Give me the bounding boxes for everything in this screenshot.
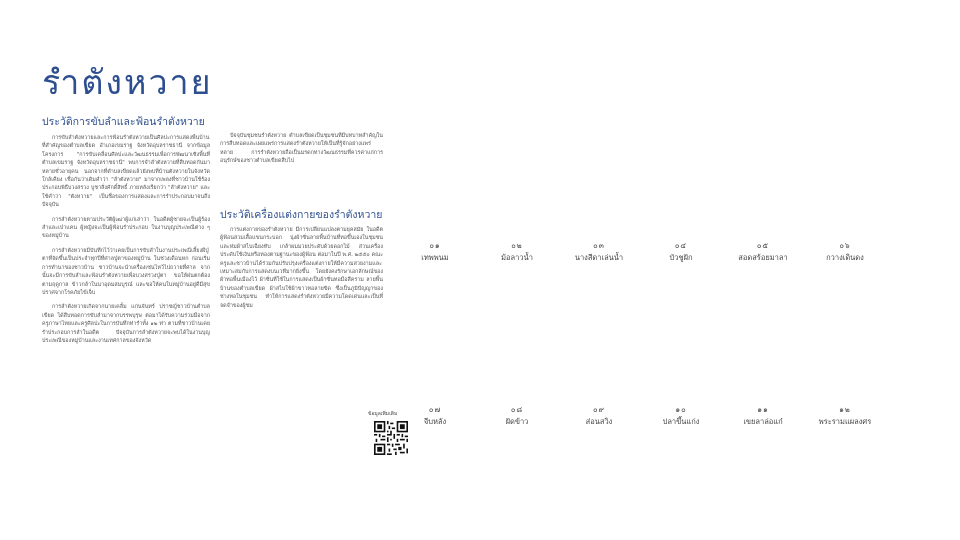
pose-number: ๐๘ xyxy=(510,405,524,414)
dancer-figure xyxy=(559,119,639,231)
history-paragraph: การลำตังหวายตามประวัติผู้เฒ่าผู้แก่เล่าว่า ในอดีตผู้ชายจะเป็นผู้ร้องลำและเป่าแคน ผู้หญิงจะเป็นผู้ฟ้อนรำประกอบ ในงานบุญประเพณีต่าง ๆ ของหมู่บ้าน xyxy=(42,216,210,240)
dancer-figure xyxy=(477,292,557,404)
pose-number: ๐๗ xyxy=(428,405,442,414)
intro-paragraph: ปัจจุบันชุมชนรำตังหวาย ตำบลเขียดเป็นชุมชนที่มีบทบาทสำคัญในการสืบทอดและเผยแพร่การแสดงรำตังหวายให้เป็นที่รู้จักอย่างแพร่หลาย การรำตังหวายถือเป็นมรดกทางวัฒนธรรมที่ควรค่าแก่การอนุรักษ์ของชาวตำบลเขียดสืบไป xyxy=(220,133,383,165)
dancer-figure xyxy=(641,119,721,231)
dancer-figure xyxy=(805,292,885,404)
history-paragraph: การขับลำตังหวายและการฟ้อนรำตังหวายเป็นศิลปะการแสดงพื้นบ้านที่สำคัญของตำบลเขียด อำเภอเขมราฐ จังหวัดอุบลราชธานี จากข้อมูลโครงการ "การขับเคลื่อนศิลปะและวัฒนธรรมเพื่อการพัฒนาเชิงพื้นที่ ตำบลเขมราฐ จังหวัดอุบลราชธานี" พบการจำลำตังหวายที่สืบทอดกันมาหลายชั่วอายุคน นอกจากที่ตำบลเขียดแล้วยังพบที่บ้านตังหวายในจังหวัดใกล้เคียง เชื่อกันว่าเดิมคำว่า "ลำตังหวาย" มาจากเพลงที่ชาวบ้านใช้ร้องประกอบพิธีบวงสรวง บูชาสิ่งศักดิ์สิทธิ์ ภายหลังเรียกว่า "ลำตังหวาย" และใช้คำว่า "ตังหวาย" เป็นชื่อของการแสดงและการรำประกอบมาจนถึงปัจจุบัน xyxy=(42,135,210,209)
history-paragraph: การลำตังหวายมีบันทึกไว้ว่าเคยเป็นการขับลำในงานประเพณีเลี้ยงผีปู่ตาที่จัดขึ้นเป็นประจำทุกปีที่ศาลปู่ตาของหมู่บ้าน ในช่วงเดือนหก ก่อนเริ่มการทำนาของชาวบ้าน ชาวบ้านจะนำเครื่องเซ่นไหว้ไปถวายที่ศาล จากนั้นจะมีการขับลำและฟ้อนรำตังหวายเพื่อบวงสรวงปู่ตา ขอให้ฝนตกต้องตามฤดูกาล ข้าวกล้าในนาอุดมสมบูรณ์ และขอให้คนในหมู่บ้านอยู่ดีมีสุข ปราศจากโรคภัยไข้เจ็บ xyxy=(42,247,210,296)
pose-name: เขยลาล่อแก๋ xyxy=(743,417,783,426)
pose-number: ๐๙ xyxy=(592,405,606,414)
pose-number: ๑๐ xyxy=(675,405,687,414)
history-paragraph: การลำตังหวายเกิดจากนายเคลิ้ม แก่นจันทร์ ปราชญ์ชาวบ้านตำบลเขียด ได้สืบทอดการขับลำมาจากบรรพบุรุษ ต่อมาได้รับความร่วมมือจากครูภาษาไทยและครูศิลปะในการบันทึกท่ารำทั้ง ๑๒ ท่า ตามที่ชาวบ้านเคยรำประกอบการลำในอดีต ปัจจุบันการลำตังหวายจะพบได้ในงานบุญประเพณีของหมู่บ้านและงานเทศกาลของจังหวัด xyxy=(42,304,210,344)
pose-name: ม้อลาวน้ำ xyxy=(501,253,533,262)
dancer-figure xyxy=(723,292,803,404)
costume-paragraph: การแต่งกายของรำตังหวาย มีการเปลี่ยนแปลงตามยุคสมัย ในอดีตผู้ฟ้อนสวมเสื้อแขนกระบอก นุ่งผ้าซิ่นลายพื้นบ้านที่ทอขึ้นเองในชุมชน และห่มผ้าสไบเฉียงทับ เกล้าผมมวยประดับด้วยดอกไม้ ส่วนเครื่องประดับใช้เงินหรือทองตามฐานะของผู้ฟ้อน ต่อมาในปี พ.ศ. ๒๕๕๐ คณะครูและชาวบ้านได้ร่วมกันปรับปรุงเครื่องแต่งกายให้มีความสวยงามและเหมาะสมกับการแสดงบนเวทีมากยิ่งขึ้น โดยยังคงรักษาเอกลักษณ์ของผ้าทอพื้นเมืองไว้ ผ้าซิ่นที่ใช้ในการแสดงเป็นผ้าซิ่นทอมือสีคราม ลายพื้นบ้านของตำบลเขียด ผ้าสไบใช้ผ้าขาวทอลายขิด ซึ่งเป็นภูมิปัญญาของช่างทอในชุมชน ทำให้การแสดงรำตังหวายมีความโดดเด่นและเป็นที่จดจำของผู้ชม xyxy=(220,227,383,309)
pose-number: ๐๔ xyxy=(674,241,688,250)
pose-number: ๐๒ xyxy=(511,241,523,250)
pose-name: ส่อนสวิง xyxy=(585,417,613,426)
costume-column xyxy=(220,226,383,392)
pose-name: ฝัดข้าว xyxy=(505,417,529,426)
pose-name: บัวชูฝัก xyxy=(669,253,693,262)
dancer-figure xyxy=(805,119,885,231)
page-title: รำตังหวาย xyxy=(42,63,213,103)
costume-heading: ประวัติเครื่องแต่งกายของรำตังหวาย xyxy=(220,209,383,221)
history-column xyxy=(42,134,210,480)
dancer-figure xyxy=(477,119,557,231)
qr-label: ข้อมูลเพิ่มเติม xyxy=(368,411,398,417)
pose-name: ปลาขึ้นแก่ง xyxy=(662,417,700,426)
dancer-figure xyxy=(723,119,803,231)
pose-name: สอดสร้อยมาลา xyxy=(738,253,788,262)
pose-number: ๐๑ xyxy=(429,241,441,250)
pose-number: ๐๓ xyxy=(593,241,605,250)
pose-number: ๑๒ xyxy=(839,405,851,414)
intro-column xyxy=(220,132,383,188)
pose-name: จีบหลัง xyxy=(423,417,447,426)
pose-name: กวางเดินดง xyxy=(826,253,864,262)
pose-number: ๑๑ xyxy=(757,405,769,414)
dancer-figure xyxy=(559,292,639,404)
pose-name: เทพพนม xyxy=(421,253,449,262)
dancer-figure xyxy=(395,119,475,231)
dancer-figure xyxy=(395,292,475,404)
history-subtitle: ประวัติการขับลำและฟ้อนรำตังหวาย xyxy=(42,116,205,128)
pose-number: ๐๖ xyxy=(839,241,851,250)
pose-name: นางสีดาเล่นน้ำ xyxy=(574,253,624,262)
pose-number: ๐๕ xyxy=(756,241,770,250)
pose-name: พระรามแผลงศร xyxy=(818,417,872,426)
dancer-figure xyxy=(641,292,721,404)
